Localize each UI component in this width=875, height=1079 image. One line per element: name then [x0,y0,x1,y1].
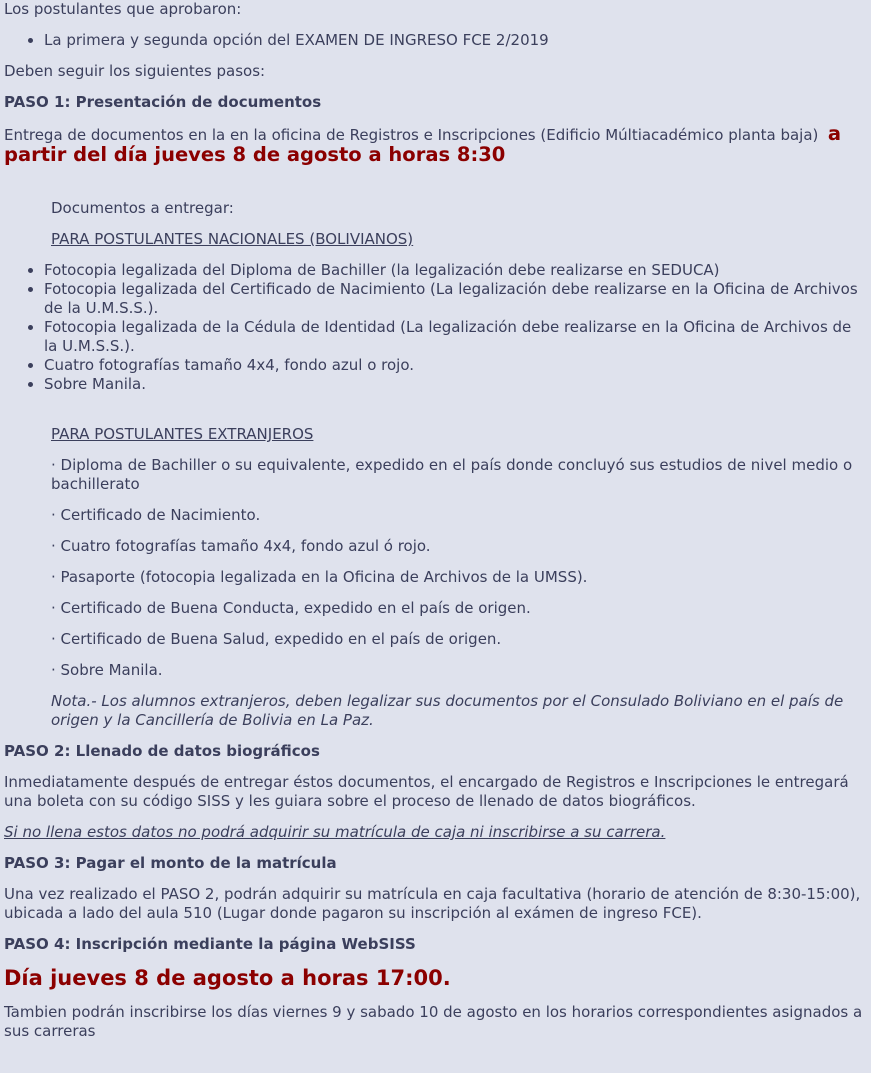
list-item: • Fotocopia legalizada de la Cédula de Identidad (La legalización debe realizarse en la Oficina de Archivos de la U.M.S.S.). [44,318,867,356]
docs-label: Documentos a entregar: [51,199,234,217]
paso4-title: PASO 4: Inscripción mediante la página WebSISS [4,935,416,953]
intro-text: Los postulantes que aprobaron: [4,0,242,18]
list-item: • Sobre Manila. [44,375,867,394]
nacionales-heading: PARA POSTULANTES NACIONALES (BOLIVIANOS) [51,230,414,248]
paso3-text: Una vez realizado el PASO 2, podrán adquirir su matrícula en caja facultativa (horario de atención de 8:30-15:00), ubicada a lado del aula 510 (Lugar donde pagaron su inscripción al exámen de ingreso FCE). [4,885,861,922]
paso1-text [4,124,867,166]
extranjero-item: · Certificado de Buena Conducta, expedido en el país de origen. [51,599,531,617]
list-item: • La primera y segunda opción del EXAMEN DE INGRESO FCE 2/2019 [44,31,867,50]
nacionales-list [4,261,867,394]
extranjeros-heading: PARA POSTULANTES EXTRANJEROS [51,425,314,443]
intro-list [4,31,867,50]
paso2-warning: Si no llena estos datos no podrá adquirir su matrícula de caja ni inscribirse a su carrera. [4,823,666,841]
list-item: • Cuatro fotografías tamaño 4x4, fondo azul o rojo. [44,356,867,375]
paso1-highlight: a partir del día jueves 8 de agosto a horas 8:30 [4,122,842,166]
paso2-title: PASO 2: Llenado de datos biográficos [4,742,320,760]
paso2-text: Inmediatamente después de entregar éstos documentos, el encargado de Registros e Inscripciones le entregará una boleta con su código SISS y les guiara sobre el proceso de llenado de datos biográficos. [4,773,849,810]
list-item: • Fotocopia legalizada del Certificado de Nacimiento (La legalización debe realizarse en la Oficina de Archivos de la U.M.S.S.). [44,280,867,318]
nota-extranjeros: Nota.- Los alumnos extranjeros, deben legalizar sus documentos por el Consulado Boliviano en el país de origen y la Cancillería de Bolivia en La Paz. [51,692,844,729]
extranjero-item: · Diploma de Bachiller o su equivalente, expedido en el país donde concluyó sus estudios de nivel medio o bachillerato [51,456,853,493]
extranjero-item: · Cuatro fotografías tamaño 4x4, fondo azul ó rojo. [51,537,431,555]
list-item: • Fotocopia legalizada del Diploma de Bachiller (la legalización debe realizarse en SEDUCA) [44,261,867,280]
paso3-title: PASO 3: Pagar el monto de la matrícula [4,854,337,872]
paso1-title: PASO 1: Presentación de documentos [4,93,322,111]
steps-lead: Deben seguir los siguientes pasos: [4,62,266,80]
extranjero-item: · Certificado de Buena Salud, expedido en el país de origen. [51,630,502,648]
extranjero-item: · Sobre Manila. [51,661,163,679]
paso1-text-body: Entrega de documentos en la en la oficina de Registros e Inscripciones (Edificio Múltiacadémico planta baja) [4,126,819,144]
extranjero-item: · Pasaporte (fotocopia legalizada en la Oficina de Archivos de la UMSS). [51,568,588,586]
extranjero-item: · Certificado de Nacimiento. [51,506,261,524]
paso4-text: Tambien podrán inscribirse los días viernes 9 y sabado 10 de agosto en los horarios correspondientes asignados a sus carreras [4,1003,863,1040]
paso4-highlight: Día jueves 8 de agosto a horas 17:00. [4,966,451,990]
